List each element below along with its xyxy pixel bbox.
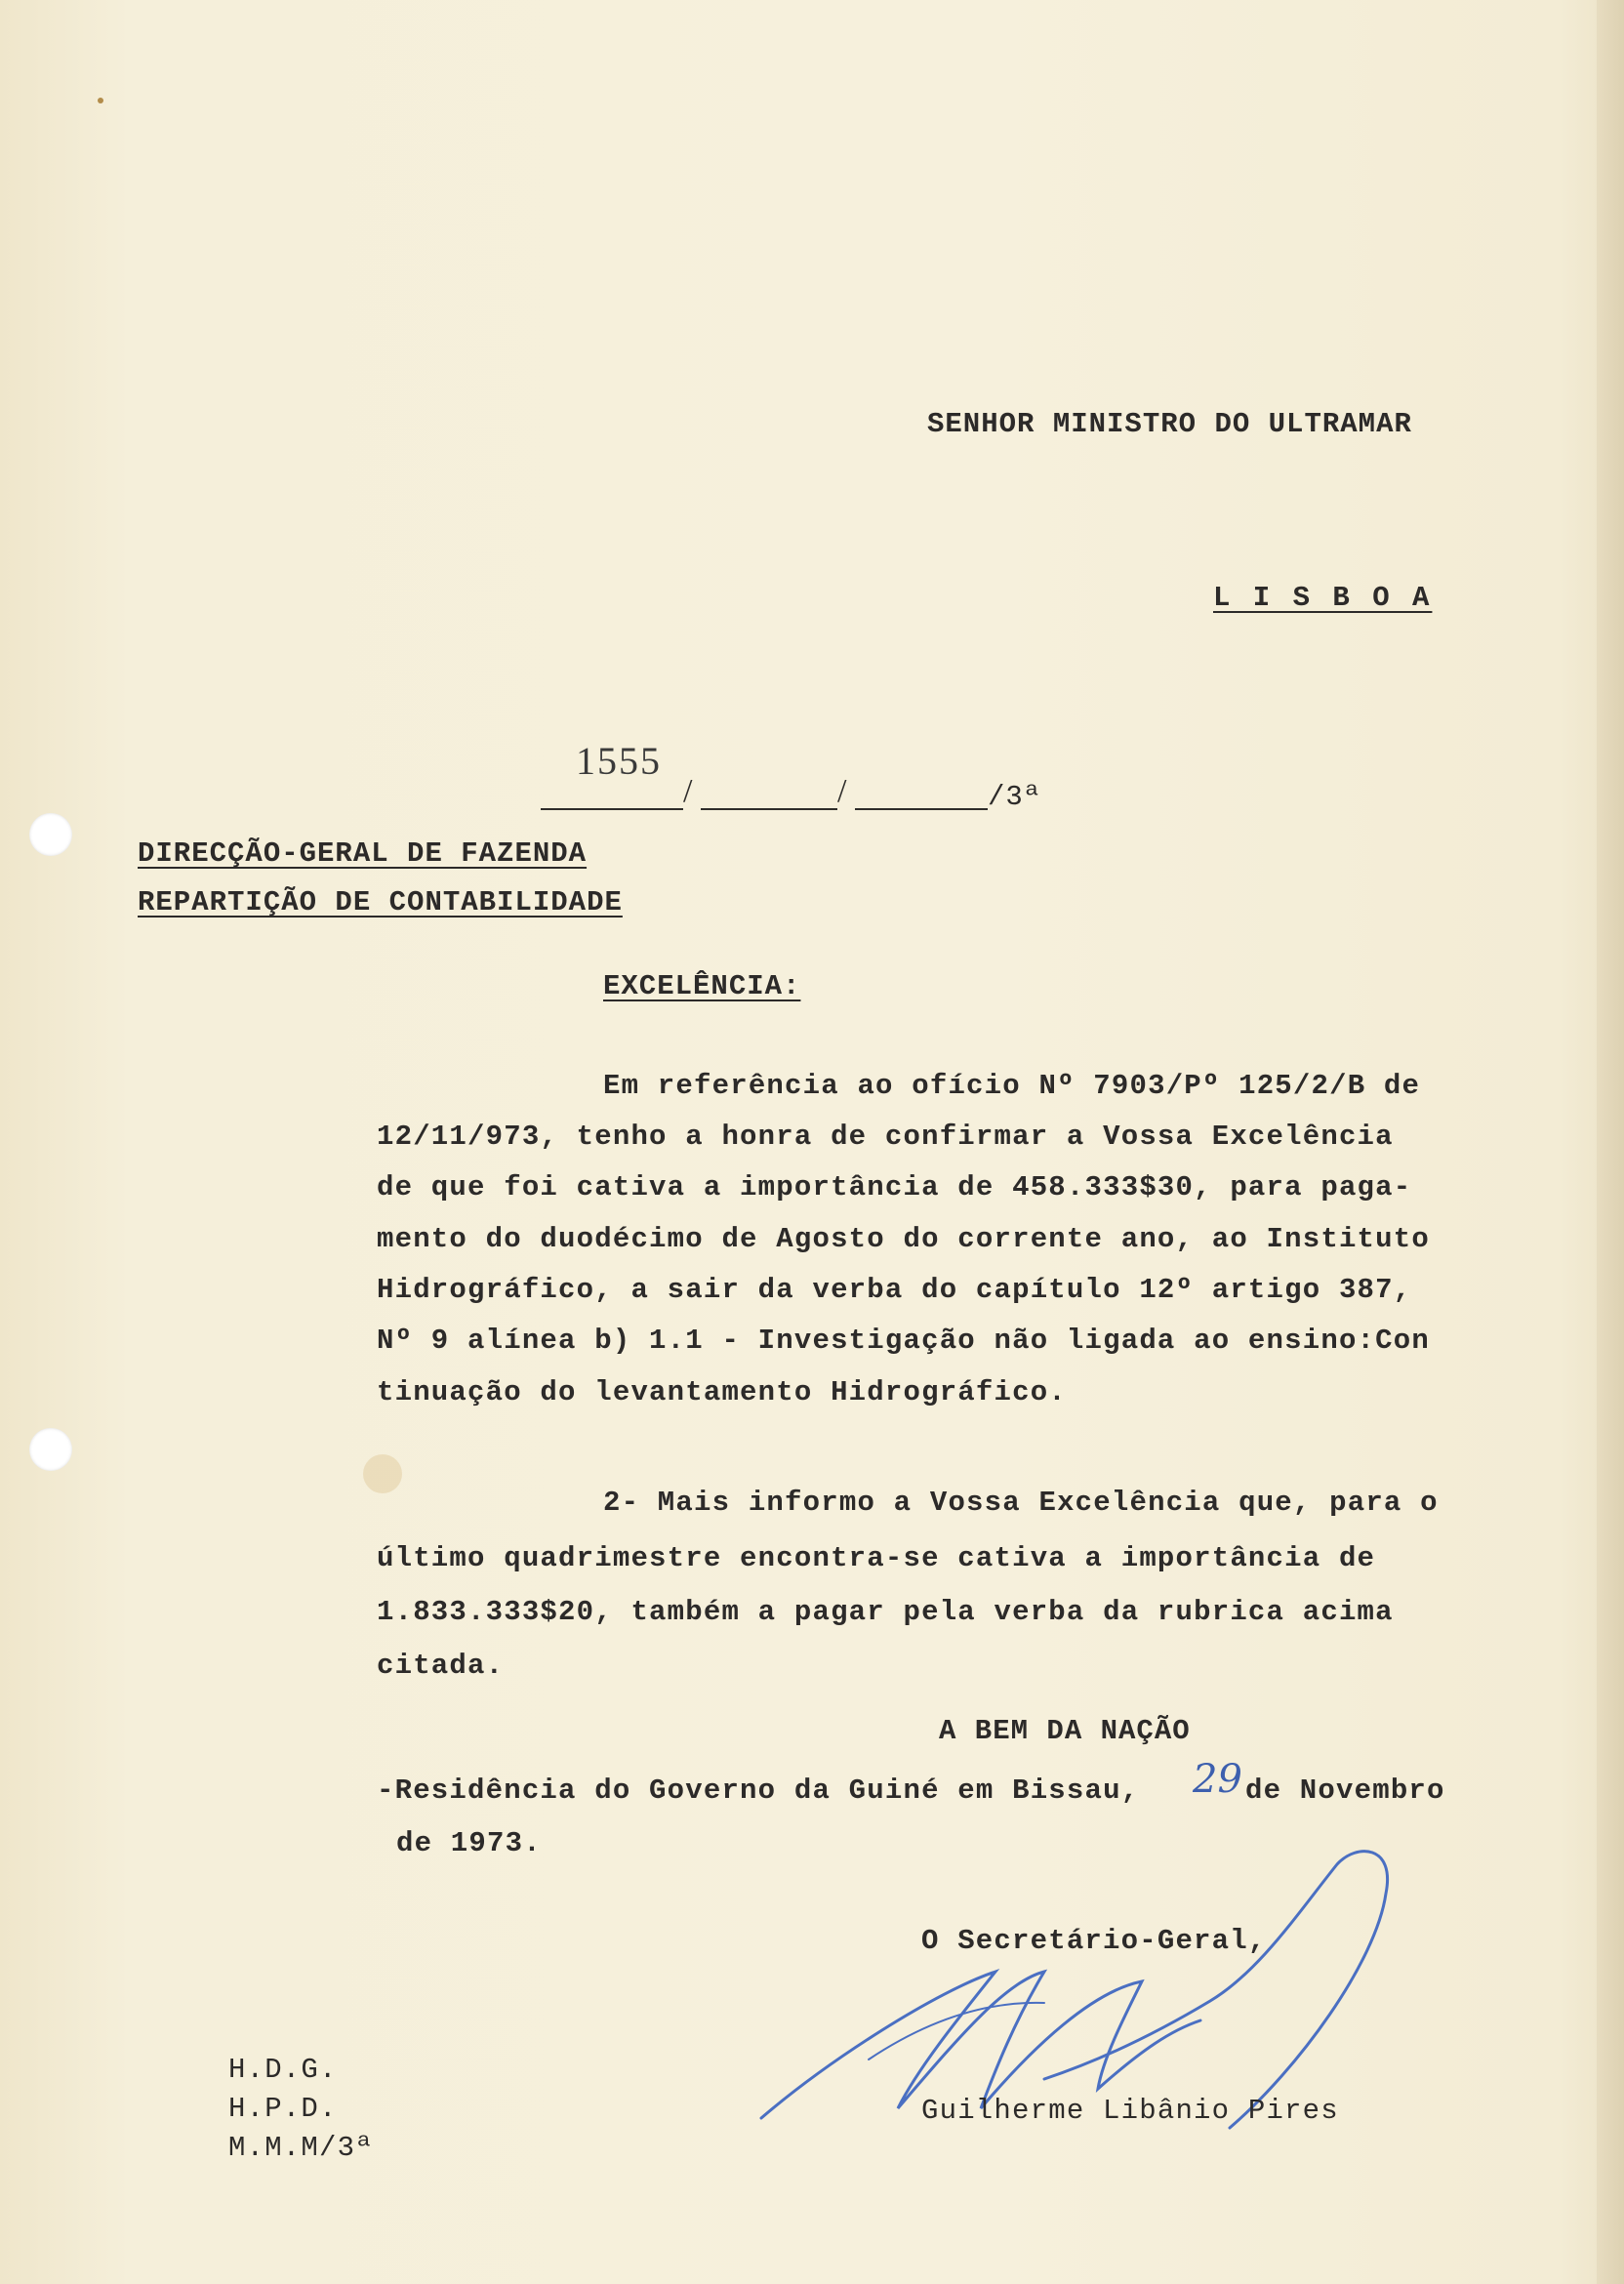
page-edge-shadow	[1597, 0, 1624, 2284]
stain-speck	[98, 98, 103, 103]
place-date-prefix: -Residência do Governo da Guiné em Bissau,	[377, 1774, 1140, 1807]
reference-blank-3	[855, 808, 988, 810]
paragraph1-line: 12/11/973, tenho a honra de confirmar a Vossa Excelência	[377, 1121, 1394, 1153]
paragraph1-line: Hidrográfico, a sair da verba do capítulo 12º artigo 387,	[377, 1274, 1412, 1306]
salutation: EXCELÊNCIA:	[603, 970, 801, 1002]
paragraph2-line: 1.833.333$20, também a pagar pela verba da rubrica acima	[377, 1596, 1394, 1628]
initials-line: M.M.M/3ª	[228, 2132, 374, 2164]
handwritten-day: 29	[1193, 1757, 1242, 1802]
paragraph1-line: mento do duodécimo de Agosto do corrente ano, ao Instituto	[377, 1223, 1430, 1255]
stain-spot	[363, 1454, 402, 1493]
department-line1: DIRECÇÃO-GERAL DE FAZENDA	[138, 837, 588, 870]
reference-blank-2	[701, 808, 837, 810]
paragraph2-line: 2- Mais informo a Vossa Excelência que, para o	[603, 1487, 1439, 1519]
reference-slash: /	[837, 773, 847, 809]
initials-line: H.P.D.	[228, 2093, 338, 2125]
reference-blank-1	[541, 808, 683, 810]
reference-number: 1555	[576, 739, 662, 783]
punch-hole-top	[29, 813, 72, 856]
addressee-city: L I S B O A	[1213, 582, 1433, 614]
department-line2: REPARTIÇÃO DE CONTABILIDADE	[138, 886, 623, 918]
place-date-suffix: de Novembro	[1245, 1774, 1445, 1807]
punch-hole-bottom	[29, 1428, 72, 1471]
closing-formula: A BEM DA NAÇÃO	[939, 1715, 1191, 1747]
initials-line: H.D.G.	[228, 2054, 338, 2086]
paragraph1-line: Nº 9 alínea b) 1.1 - Investigação não ligada ao ensino:Con	[377, 1325, 1430, 1357]
paragraph1-line: tinuação do levantamento Hidrográfico.	[377, 1376, 1067, 1408]
reference-suffix: /3ª	[988, 781, 1042, 813]
signatory-role: O Secretário-Geral,	[921, 1925, 1267, 1957]
paragraph2-line: último quadrimestre encontra-se cativa a importância de	[377, 1542, 1376, 1574]
paragraph1-line: de que foi cativa a importância de 458.333$30, para paga-	[377, 1171, 1412, 1203]
addressee-title: SENHOR MINISTRO DO ULTRAMAR	[927, 408, 1412, 440]
place-date-year: de 1973.	[396, 1827, 542, 1859]
signatory-name: Guilherme Libânio Pires	[921, 2095, 1339, 2127]
reference-slash: /	[683, 773, 693, 809]
paragraph2-line: citada.	[377, 1650, 505, 1682]
paragraph1-line: Em referência ao ofício Nº 7903/Pº 125/2/B de	[603, 1070, 1421, 1102]
